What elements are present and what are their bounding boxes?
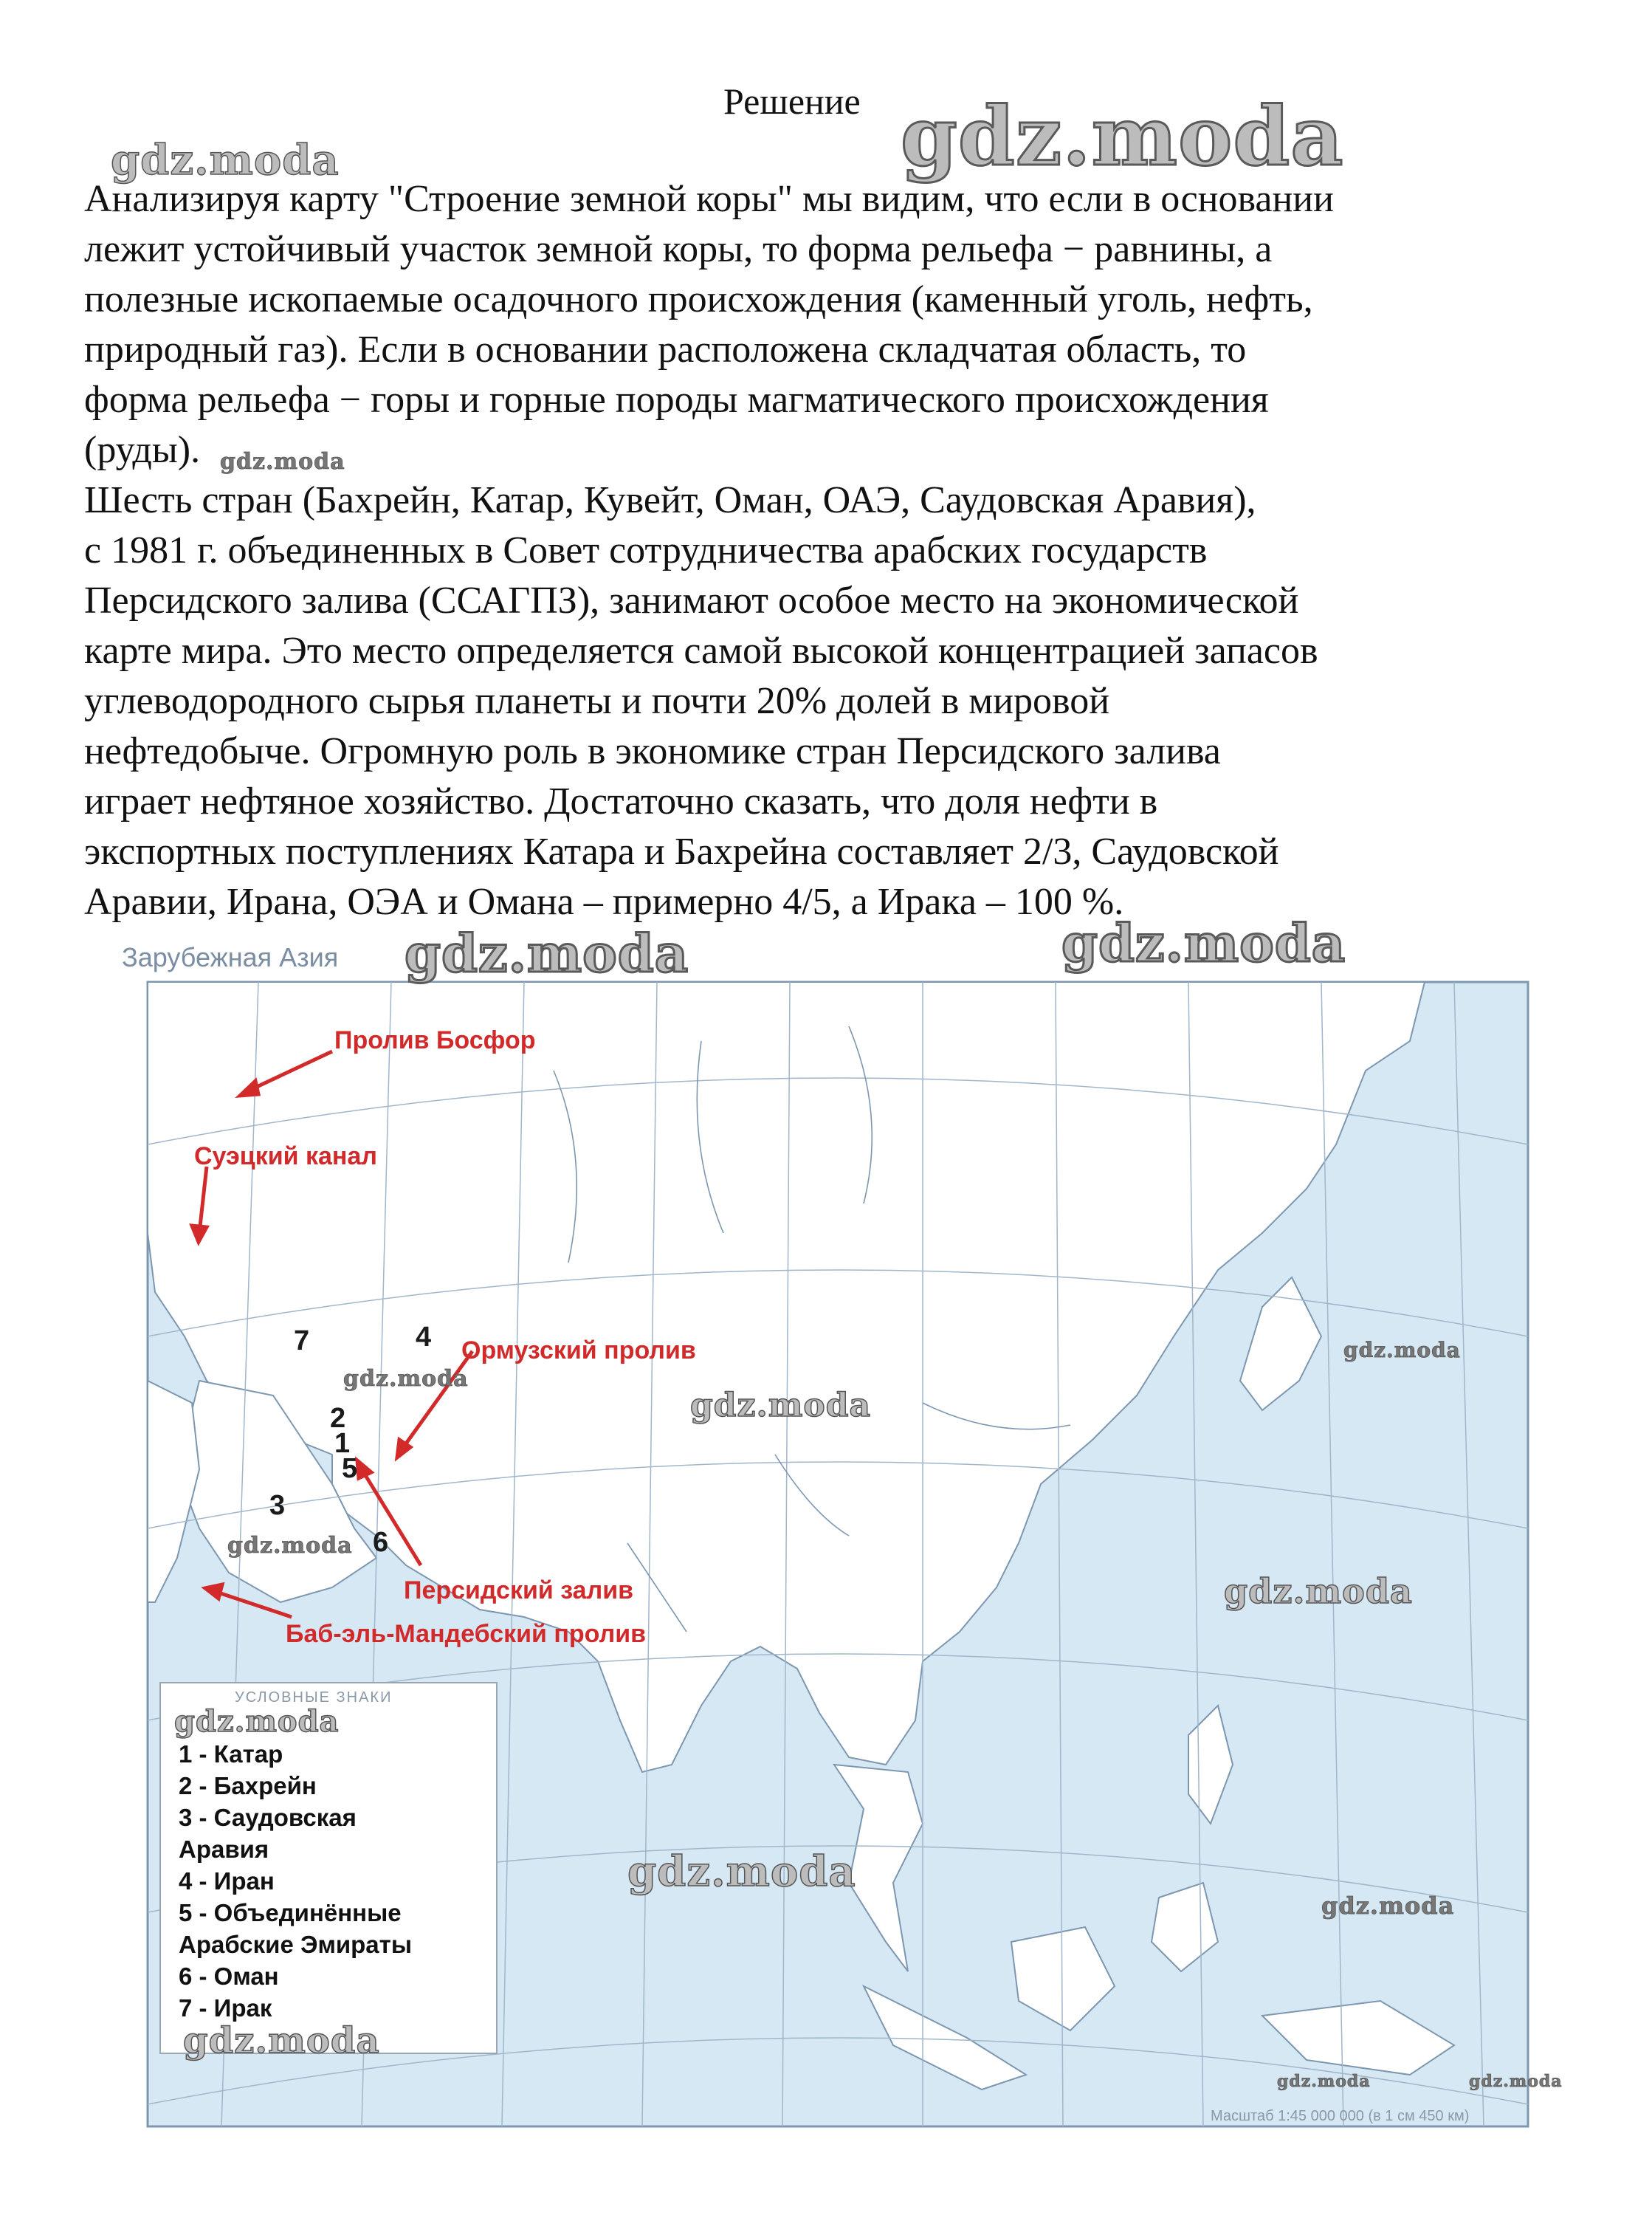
legend-item: 3 - Саудовская bbox=[179, 1804, 357, 1831]
label-suez-canal: Суэцкий канал bbox=[194, 1142, 377, 1170]
label-persian-gulf: Персидский залив bbox=[404, 1576, 633, 1604]
map-number: 6 bbox=[373, 1527, 389, 1558]
legend-item: 4 - Иран bbox=[179, 1867, 275, 1895]
text-line: (руды). bbox=[84, 429, 201, 471]
watermark: gdz.moda bbox=[1224, 1571, 1413, 1611]
legend-item: Аравия bbox=[179, 1836, 269, 1863]
legend-item: 1 - Катар bbox=[179, 1740, 283, 1768]
watermark: gdz.moda bbox=[1277, 2072, 1371, 2091]
text-line: природный газ). Если в основании расположена складчатая область, то bbox=[84, 329, 1247, 371]
legend-item: 7 - Ирак bbox=[179, 1994, 272, 2022]
watermark: gdz.moda bbox=[901, 89, 1344, 184]
text-line: Персидского залива (ССАГПЗ), занимают особое место на экономической bbox=[84, 580, 1299, 622]
text-line: Аравии, Ирана, ОЭА и Омана – примерно 4/5, а Ирака – 100 %. bbox=[84, 881, 1124, 923]
text-line: карте мира. Это место определяется самой высокой концентрацией запасов bbox=[84, 630, 1318, 672]
map-number: 5 bbox=[342, 1453, 358, 1484]
map-number: 3 bbox=[269, 1490, 286, 1521]
text-line: нефтедобыче. Огромную роль в экономике стран Персидского залива bbox=[84, 730, 1221, 772]
text-line: экспортных поступлениях Катара и Бахрейна составляет 2/3, Саудовской bbox=[84, 831, 1279, 873]
watermark: gdz.moda bbox=[405, 923, 689, 984]
text-line: углеводородного сырья планеты и почти 20% долей в мировой bbox=[84, 680, 1110, 722]
legend-title: УСЛОВНЫЕ ЗНАКИ bbox=[235, 1689, 393, 1706]
text-line: форма рельефа − горы и горные породы магматического происхождения bbox=[84, 379, 1269, 421]
legend-item: 6 - Оман bbox=[179, 1963, 279, 1990]
watermark: gdz.moda bbox=[1321, 1892, 1455, 1920]
watermark: gdz.moda bbox=[627, 1847, 856, 1896]
watermark: gdz.moda bbox=[1469, 2072, 1563, 2091]
text-line: с 1981 г. объединенных в Совет сотрудничества арабских государств bbox=[84, 529, 1208, 571]
legend-item: Арабские Эмираты bbox=[179, 1931, 412, 1958]
watermark: gdz.moda bbox=[227, 1533, 353, 1559]
text-line: играет нефтяное хозяйство. Достаточно сказать, что доля нефти в bbox=[84, 780, 1158, 823]
watermark: gdz.moda bbox=[183, 2020, 380, 2061]
label-hormuz: Ормузский пролив bbox=[461, 1336, 696, 1364]
paragraph-crust bbox=[84, 174, 1597, 475]
text-line: лежит устойчивый участок земной коры, то форма рельефа − равнины, а bbox=[84, 228, 1273, 270]
map-number: 4 bbox=[416, 1322, 432, 1353]
map-number: 2 bbox=[330, 1403, 346, 1434]
label-bosphorus: Пролив Босфор bbox=[334, 1026, 536, 1054]
text-line: полезные ископаемые осадочного происхождения (каменный уголь, нефть, bbox=[84, 278, 1313, 320]
watermark: gdz.moda bbox=[1061, 913, 1346, 974]
text-line: Анализируя карту "Строение земной коры" мы видим, что если в основании bbox=[84, 178, 1334, 220]
watermark: gdz.moda bbox=[690, 1387, 872, 1424]
legend-item: 2 - Бахрейн bbox=[179, 1772, 317, 1799]
page-heading: Решение bbox=[723, 80, 861, 122]
watermark: gdz.moda bbox=[1343, 1338, 1461, 1362]
legend-item: 5 - Объединённые bbox=[179, 1899, 402, 1926]
label-bab-el-mandeb: Баб-эль-Мандебский пролив bbox=[286, 1620, 647, 1648]
text-line: Шесть стран (Бахрейн, Катар, Кувейт, Оман, ОАЭ, Саудовская Аравия), bbox=[84, 479, 1256, 521]
watermark: gdz.moda bbox=[343, 1366, 469, 1392]
map-number: 7 bbox=[294, 1325, 310, 1356]
map-number: 1 bbox=[334, 1428, 351, 1459]
watermark: gdz.moda bbox=[220, 449, 345, 475]
map-scale: Масштаб 1:45 000 000 (в 1 см 450 км) bbox=[1211, 2108, 1470, 2124]
watermark: gdz.moda bbox=[111, 136, 340, 185]
paragraph-gulf bbox=[84, 475, 1597, 927]
map-title: Зарубежная Азия bbox=[122, 942, 339, 972]
watermark: gdz.moda bbox=[174, 1704, 340, 1739]
